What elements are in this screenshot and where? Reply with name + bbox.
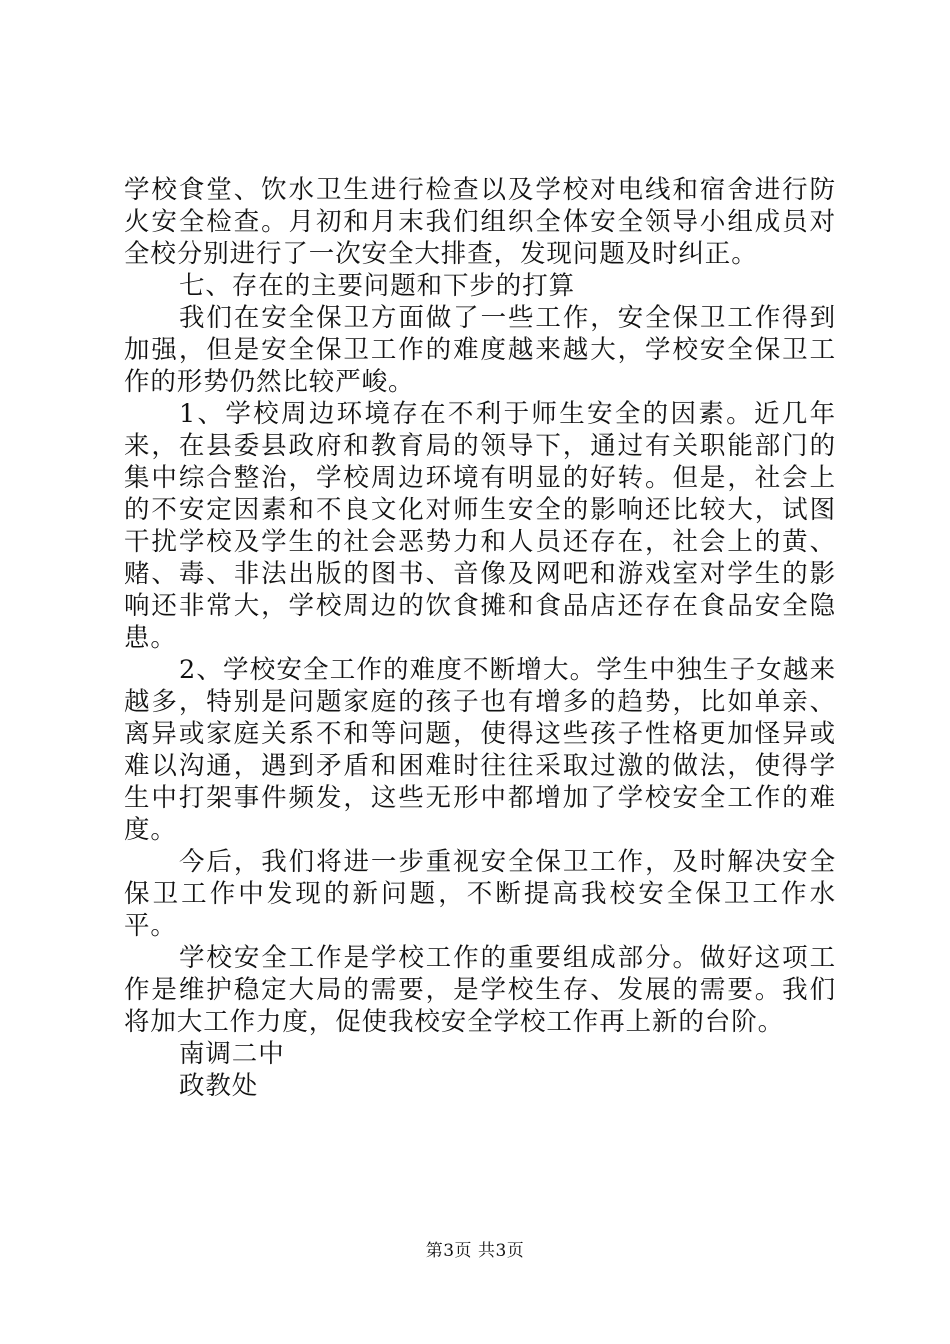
section-heading: 七、存在的主要问题和下步的打算 <box>179 271 576 301</box>
paragraph-item-1: 1、学校周边环境存在不利于师生安全的因素。近几年来，在县委县政府和教育局的领导下，通过有关职能部门的集中综合整治，学校周边环境有明显的好转。但是，社会上的不安定因素和不良文化对师生安全的影响还比较大，试图干扰学校及学生的社会恶势力和人员还存在，社会上的黄、赌、毒、非法出版的图书、音像及网吧和游戏室对学生的影响还非常大，学校周边的饮食摊和食品店还存在食品安全隐患。 <box>124 399 836 653</box>
signature-office: 政教处 <box>179 1071 259 1101</box>
paragraph-intro: 我们在安全保卫方面做了一些工作，安全保卫工作得到加强，但是安全保卫工作的难度越来越大，学校安全保卫工作的形势仍然比较严峻。 <box>124 303 836 397</box>
page-number-footer: 第3页 共3页 <box>425 1241 525 1261</box>
document-body <box>124 174 836 1102</box>
paragraph-future-plan: 今后，我们将进一步重视安全保卫工作，及时解决安全保卫工作中发现的新问题，不断提高我校安全保卫工作水平。 <box>124 847 836 941</box>
signature-school: 南调二中 <box>179 1039 285 1069</box>
paragraph-conclusion: 学校安全工作是学校工作的重要组成部分。做好这项工作是维护稳定大局的需要，是学校生存、发展的需要。我们将加大工作力度，促使我校安全学校工作再上新的台阶。 <box>124 943 836 1037</box>
paragraph-continuation: 学校食堂、饮水卫生进行检查以及学校对电线和宿舍进行防火安全检查。月初和月末我们组织全体安全领导小组成员对全校分别进行了一次安全大排查，发现问题及时纠正。 <box>124 175 836 269</box>
paragraph-item-2: 2、学校安全工作的难度不断增大。学生中独生子女越来越多，特别是问题家庭的孩子也有增多的趋势，比如单亲、离异或家庭关系不和等问题，使得这些孩子性格更加怪异或难以沟通，遇到矛盾和困难时往往采取过激的做法，使得学生中打架事件频发，这些无形中都增加了学校安全工作的难度。 <box>124 655 836 845</box>
